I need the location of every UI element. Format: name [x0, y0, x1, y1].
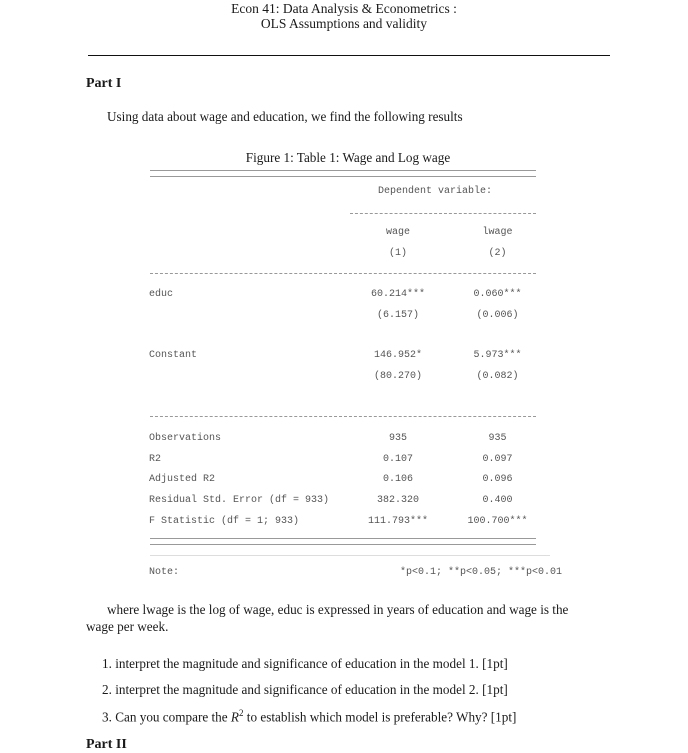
title-rule: [88, 55, 610, 56]
stat-observations-1: 935: [388, 433, 407, 444]
question-text-post: to establish which model is preferable? Why? [1pt]: [243, 709, 517, 725]
coef-educ-1: 60.214***: [370, 289, 425, 300]
section-heading-part-1: Part I: [86, 76, 122, 91]
row-label-constant: Constant: [149, 350, 198, 361]
stat-r2-2: 0.097: [482, 454, 513, 465]
question-text: interpret the magnitude and significance of education in the model 1. [1pt]: [115, 656, 508, 671]
stat-label-adjusted-r2: Adjusted R2: [149, 474, 216, 485]
note-text: *p<0.1; **p<0.05; ***p<0.01: [400, 567, 563, 578]
document-title: Econ 41: Data Analysis & Econometrics :: [231, 1, 457, 16]
question-item: [102, 682, 516, 708]
stat-residual-se-2: 0.400: [482, 495, 513, 506]
figure-caption: Figure 1: Table 1: Wage and Log wage: [245, 150, 451, 165]
stat-label-residual-se: Residual Std. Error (df = 933): [149, 495, 330, 506]
row-label-educ: educ: [149, 289, 174, 300]
question-number: 3.: [102, 709, 112, 725]
se-educ-1: (6.157): [376, 310, 419, 321]
math-r: R: [230, 709, 239, 725]
header-rule: [150, 273, 536, 274]
column-header-1: wage: [385, 227, 410, 238]
question-item: [102, 656, 516, 682]
note-label: Note:: [149, 567, 180, 578]
table-top-rule: [150, 170, 536, 177]
intro-text: Using data about wage and education, we find the following results: [107, 109, 463, 124]
question-number: 1.: [102, 656, 112, 671]
stats-rule: [150, 416, 536, 417]
column-number-2: (2): [488, 248, 507, 259]
question-list: [102, 656, 516, 734]
explanation-line-2: wage per week.: [86, 619, 169, 634]
stat-label-r2: R2: [149, 454, 162, 465]
stat-f-statistic-1: 111.793***: [367, 516, 428, 527]
stat-f-statistic-2: 100.700***: [467, 516, 528, 527]
explanation-line-1: where lwage is the log of wage, educ is expressed in years of education and wage is the: [107, 602, 569, 617]
stat-adjusted-r2-1: 0.106: [382, 474, 413, 485]
se-educ-2: (0.006): [476, 310, 519, 321]
note-rule: [150, 555, 550, 556]
section-heading-part-2: Part II: [86, 737, 127, 752]
stat-r2-1: 0.107: [382, 454, 413, 465]
coef-constant-1: 146.952*: [373, 350, 422, 361]
question-text-pre: Can you compare the: [115, 709, 231, 725]
stat-adjusted-r2-2: 0.096: [482, 474, 513, 485]
question-text: interpret the magnitude and significance of education in the model 2. [1pt]: [115, 682, 508, 697]
document-subtitle: OLS Assumptions and validity: [260, 16, 428, 31]
stat-label-observations: Observations: [149, 433, 222, 444]
math-superscript: 2: [238, 708, 244, 718]
dependent-rule: [350, 213, 536, 214]
dependent-variable-label: Dependent variable:: [378, 186, 493, 197]
stat-label-f-statistic: F Statistic (df = 1; 933): [149, 516, 300, 527]
stat-residual-se-1: 382.320: [376, 495, 419, 506]
table-bottom-rule: [150, 538, 536, 545]
question-number: 2.: [102, 682, 112, 697]
coef-educ-2: 0.060***: [473, 289, 522, 300]
stat-observations-2: 935: [488, 433, 507, 444]
coef-constant-2: 5.973***: [473, 350, 522, 361]
column-header-2: lwage: [482, 227, 513, 238]
se-constant-1: (80.270): [373, 371, 422, 382]
column-number-1: (1): [388, 248, 407, 259]
question-item: [102, 708, 516, 734]
se-constant-2: (0.082): [476, 371, 519, 382]
